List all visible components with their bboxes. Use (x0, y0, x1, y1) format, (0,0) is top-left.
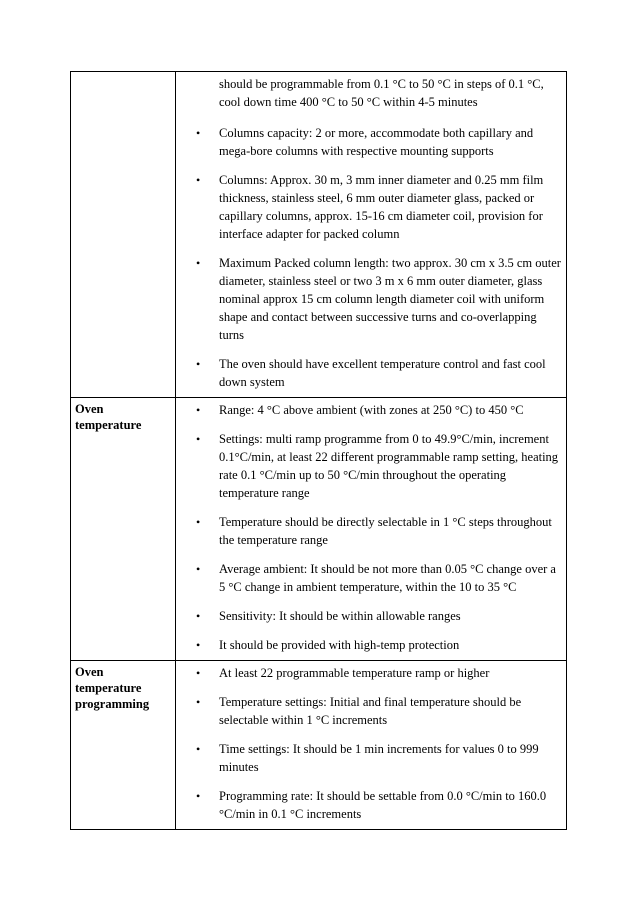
bullet-icon: • (196, 789, 201, 803)
table-row (71, 398, 567, 661)
list-item (193, 560, 562, 596)
list-item-text: Sensitivity: It should be within allowable ranges (219, 609, 461, 623)
list-item (193, 664, 562, 682)
list-item (193, 636, 562, 654)
continued-text: should be programmable from 0.1 °C to 50 °C in steps of 0.1 °C, cool down time 400 °C to 50 °C within 4-5 minutes (219, 77, 544, 109)
list-item (193, 124, 562, 160)
table-row (71, 72, 567, 398)
row-label: Oven temperature programming (75, 665, 150, 711)
row-content-cell (176, 398, 567, 661)
bullet-icon: • (196, 515, 201, 529)
row-label: Oven temperature (75, 402, 142, 432)
bullet-icon: • (196, 638, 201, 652)
bullet-list (193, 401, 562, 654)
list-item (193, 513, 562, 549)
row-label-cell (71, 661, 176, 830)
list-item-text: The oven should have excellent temperature control and fast cool down system (219, 357, 546, 389)
list-item-text: Programming rate: It should be settable from 0.0 °C/min to 160.0 °C/min in 0.1 °C increments (219, 789, 547, 821)
list-item (193, 171, 562, 243)
specification-table (70, 71, 567, 830)
list-item (193, 740, 562, 776)
list-item-text: Columns: Approx. 30 m, 3 mm inner diameter and 0.25 mm film thickness, stainless steel, 6 mm outer diameter glass, packed or capillary columns, approx. 15-16 cm diameter coil, provision for interface adapter for packed column (219, 173, 544, 241)
list-item (193, 254, 562, 344)
list-item-text: Temperature settings: Initial and final temperature should be selectable within 1 °C increments (219, 695, 522, 727)
list-item-text: Average ambient: It should be not more than 0.05 °C change over a 5 °C change in ambient temperature, within the 10 to 35 °C (219, 562, 556, 594)
list-item-text: Settings: multi ramp programme from 0 to 49.9°C/min, increment 0.1°C/min, at least 22 different programmable ramp setting, heating rate 0.1 °C/min up to 50 °C/min throughout the operating temperature range (219, 432, 559, 500)
bullet-icon: • (196, 609, 201, 623)
bullet-icon: • (196, 562, 201, 576)
row-content-cell (176, 661, 567, 830)
list-item-text: Columns capacity: 2 or more, accommodate both capillary and mega-bore columns with respective mounting supports (219, 126, 534, 158)
list-item (193, 787, 562, 823)
list-item-text: Maximum Packed column length: two approx. 30 cm x 3.5 cm outer diameter, stainless steel or two 3 m x 6 mm outer diameter, glass nominal approx 15 cm column length diameter coil with uniform shape and contact between successive turns and co-overlapping turns (219, 256, 561, 342)
bullet-icon: • (196, 666, 201, 680)
bullet-icon: • (196, 256, 201, 270)
bullet-icon: • (196, 432, 201, 446)
row-label-cell (71, 72, 176, 398)
list-item-text: Range: 4 °C above ambient (with zones at 250 °C) to 450 °C (219, 403, 524, 417)
bullet-icon: • (196, 403, 201, 417)
list-item (193, 430, 562, 502)
list-item-text: It should be provided with high-temp protection (219, 638, 460, 652)
list-item (193, 693, 562, 729)
bullet-icon: • (196, 742, 201, 756)
list-item (193, 607, 562, 625)
specification-table-body (71, 72, 567, 830)
bullet-icon: • (196, 126, 201, 140)
bullet-icon: • (196, 357, 201, 371)
row-label-cell (71, 398, 176, 661)
bullet-icon: • (196, 173, 201, 187)
bullet-list (193, 124, 562, 391)
list-item-text: At least 22 programmable temperature ramp or higher (219, 666, 490, 680)
bullet-icon: • (196, 695, 201, 709)
row-content-cell (176, 72, 567, 398)
table-row (71, 661, 567, 830)
list-item (193, 355, 562, 391)
list-item-text: Temperature should be directly selectable in 1 °C steps throughout the temperature range (219, 515, 552, 547)
bullet-list (193, 664, 562, 823)
list-item-text: Time settings: It should be 1 min increments for values 0 to 999 minutes (219, 742, 539, 774)
list-item (193, 401, 562, 419)
